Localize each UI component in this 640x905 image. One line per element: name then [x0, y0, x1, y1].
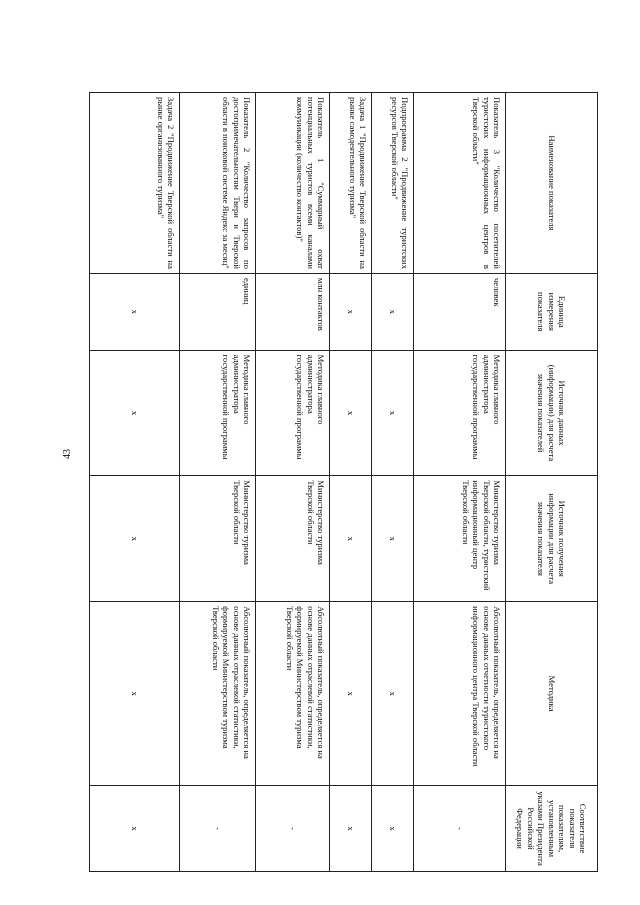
table-row: [180, 93, 256, 872]
cell-name: Задача 2 "Продвижение Тверской области на рынке организованного туризма": [90, 93, 180, 274]
cell-name: Показатель 2 "Количество запросов по достопримечательностям Твери и Тверской области в поисковой системе Яндекс за месяц": [180, 93, 256, 274]
cell-name: Показатель 3 "Количество посетителей туристских информационных центров в Тверской области": [414, 93, 506, 274]
cell-method: х: [90, 602, 180, 786]
cell-info-source: Министерство туризма Тверской области: [256, 476, 330, 602]
table-row: [414, 93, 506, 872]
header-info-source: Источник получения информации для расчета значения показателя: [506, 476, 598, 602]
cell-correspondence: -: [256, 786, 330, 872]
cell-unit: х: [372, 273, 414, 350]
cell-data-source: Методика главного администратора государственной программы: [414, 350, 506, 476]
cell-name: Показатель 1 "Суммарный охват потенциальных туристов всеми каналами коммуникации (количество контактов)": [256, 93, 330, 274]
cell-data-source: х: [90, 350, 180, 476]
cell-unit: млн контактов: [256, 273, 330, 350]
table-row: [256, 93, 330, 872]
cell-info-source: х: [90, 476, 180, 602]
cell-unit: х: [330, 273, 372, 350]
cell-correspondence: -: [180, 786, 256, 872]
cell-method: Абсолютный показатель, определяется на основе данных отраслевой статистики, формируемой Министерством туризма Тверской области: [256, 602, 330, 786]
cell-correspondence: х: [90, 786, 180, 872]
cell-unit: человек: [414, 273, 506, 350]
cell-correspondence: х: [372, 786, 414, 872]
page-number: 43: [62, 449, 73, 459]
table-row: [372, 93, 414, 872]
cell-correspondence: -: [414, 786, 506, 872]
cell-unit: единиц: [180, 273, 256, 350]
cell-data-source: Методика главного администратора государственной программы: [180, 350, 256, 476]
cell-correspondence: х: [330, 786, 372, 872]
cell-data-source: Методика главного администратора государственной программы: [256, 350, 330, 476]
cell-info-source: Министерство туризма Тверской области, туристский информационный центр Тверской области: [414, 476, 506, 602]
cell-data-source: х: [372, 350, 414, 476]
cell-info-source: х: [330, 476, 372, 602]
header-method: Методика: [506, 602, 598, 786]
cell-data-source: х: [330, 350, 372, 476]
header-name: Наименование показателя: [506, 93, 598, 274]
cell-method: Абсолютный показатель, определяется на основе данных отчетности туристского информационного центра Тверской области: [414, 602, 506, 786]
cell-name: Подпрограмма 2 "Продвижение туристских ресурсов Тверской области": [372, 93, 414, 274]
cell-method: х: [330, 602, 372, 786]
cell-unit: х: [90, 273, 180, 350]
cell-name: Задача 1 "Продвижение Тверской области на рынке самодеятельного туризма": [330, 93, 372, 274]
indicator-table-wrapper: [90, 92, 598, 872]
header-correspondence: Соответствие показателя показателям, установленным указами Президента Российской Федерации: [506, 786, 598, 872]
table-header-row: [506, 93, 598, 872]
header-data-source: Источник данных (информации) для расчета значения показателей: [506, 350, 598, 476]
header-unit: Единица измерения показателя: [506, 273, 598, 350]
cell-info-source: х: [372, 476, 414, 602]
indicator-table: [89, 92, 598, 872]
table-row: [330, 93, 372, 872]
table-row: [90, 93, 180, 872]
cell-info-source: Министерство туризма Тверской области: [180, 476, 256, 602]
cell-method: х: [372, 602, 414, 786]
cell-method: Абсолютный показатель, определяется на основе данных отраслевой статистики, формируемой Министерством туризма Тверской области: [180, 602, 256, 786]
